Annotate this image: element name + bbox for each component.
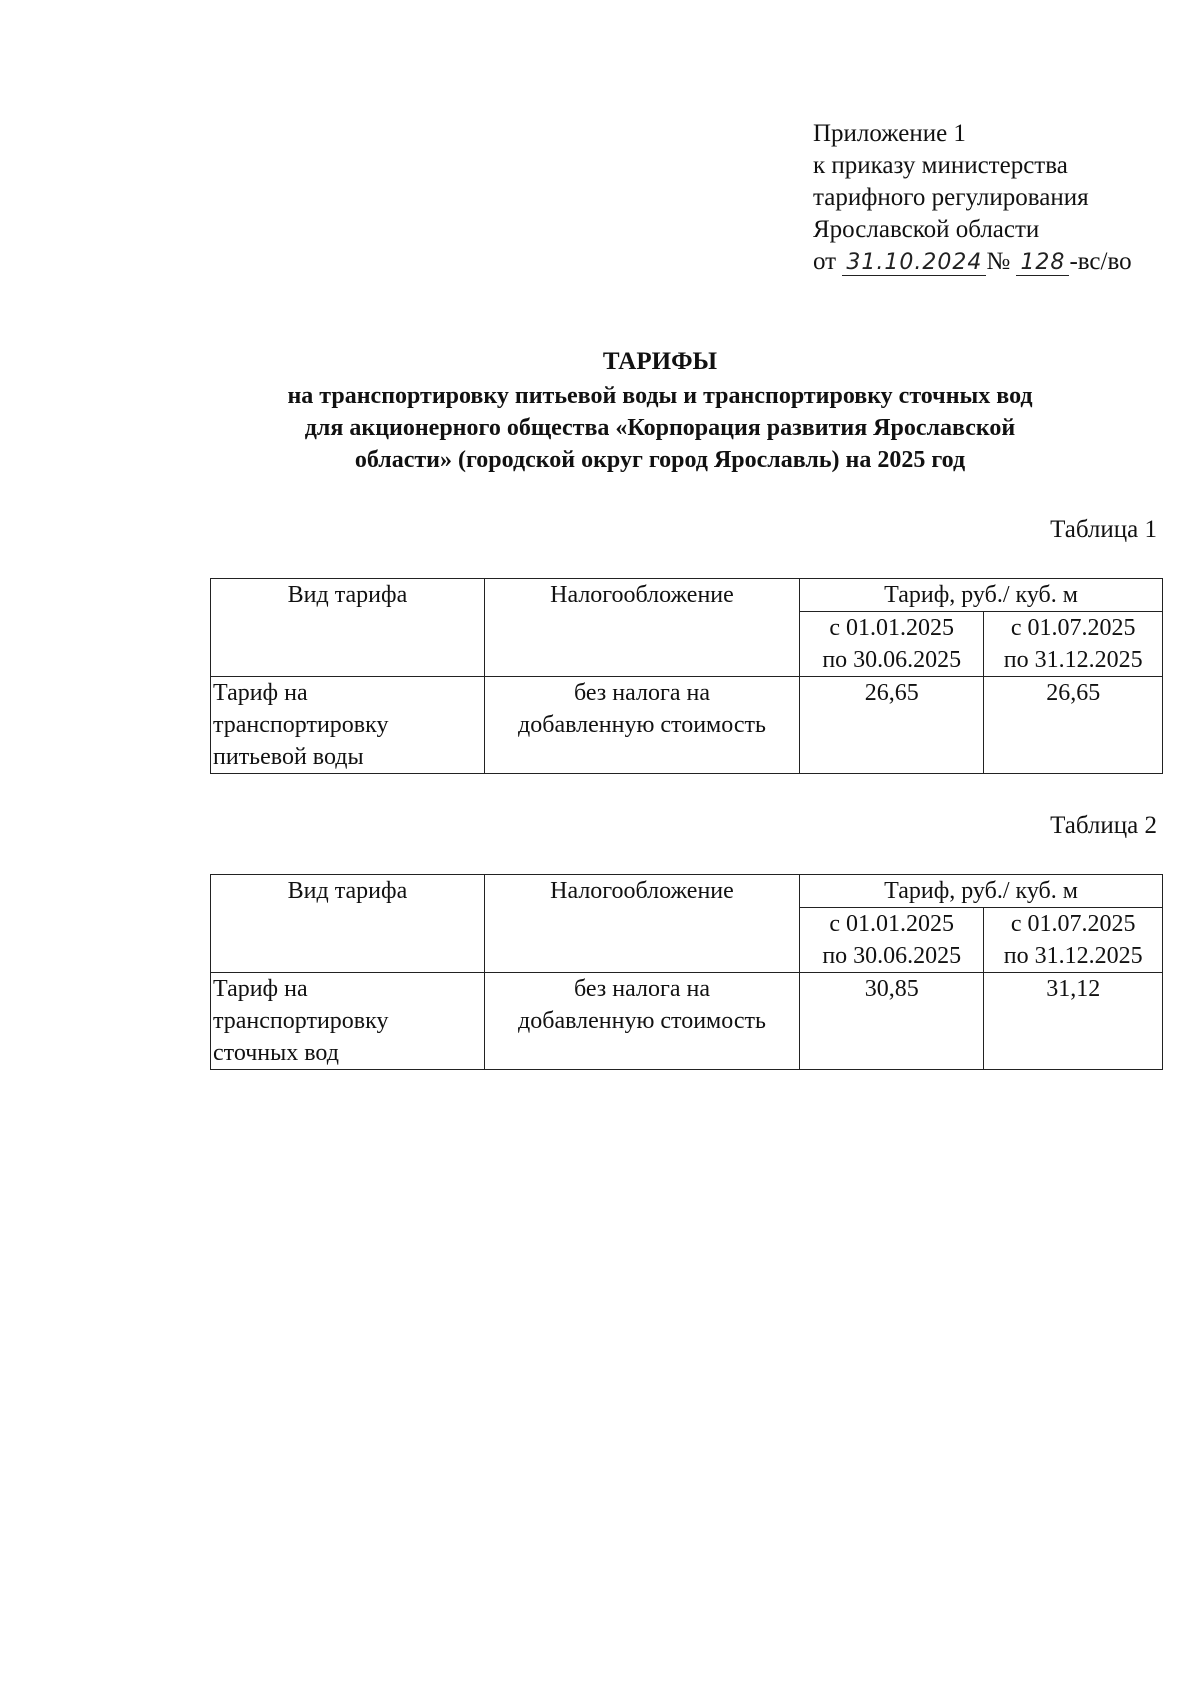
header-period-2 — [984, 908, 1163, 973]
cell-value-period-1: 30,85 — [800, 973, 984, 1070]
tariff-type-line-2: транспортировку — [213, 712, 389, 738]
header-tax: Налогообложение — [484, 579, 799, 677]
period-2-start: с 01.07.2025 — [1010, 615, 1136, 641]
annex-line-2: к приказу министерства — [813, 152, 1068, 179]
title-line-1: на транспортировку питьевой воды и транспортировку сточных вод — [287, 383, 1033, 409]
period-2-end: по 31.12.2025 — [1003, 943, 1143, 969]
period-1-start: с 01.01.2025 — [829, 615, 955, 641]
tariff-type-line-1: Тариф на — [213, 976, 308, 1002]
cell-value-period-2: 26,65 — [984, 677, 1163, 774]
header-tariff: Тариф, руб./ куб. м — [800, 875, 1163, 908]
header-tariff: Тариф, руб./ куб. м — [800, 579, 1163, 612]
annex-line-3: тарифного регулирования — [813, 184, 1089, 211]
taxation-line-2: добавленную стоимость — [518, 712, 766, 738]
period-2-start: с 01.07.2025 — [1010, 911, 1136, 937]
cell-taxation — [484, 677, 799, 774]
document-title — [210, 346, 1110, 476]
annex-line-1: Приложение 1 — [813, 120, 966, 147]
cell-tariff-type — [211, 973, 485, 1070]
annex-order-line — [813, 246, 1132, 279]
header-period-2 — [984, 612, 1163, 677]
period-1-start: с 01.01.2025 — [829, 911, 955, 937]
annex-line-4: Ярославской области — [813, 216, 1040, 243]
taxation-line-1: без налога на — [573, 680, 710, 706]
annex-from-prefix: от — [813, 248, 837, 275]
period-1-end: по 30.06.2025 — [822, 943, 962, 969]
cell-value-period-2: 31,12 — [984, 973, 1163, 1070]
tariff-table-2 — [210, 874, 1163, 1070]
title-line-3: области» (городской округ город Ярославль) на 2025 год — [354, 447, 966, 473]
table-2-caption: Таблица 2 — [1050, 812, 1157, 839]
taxation-line-1: без налога на — [573, 976, 710, 1002]
handwritten-number: 128 — [1016, 250, 1069, 276]
header-type: Вид тарифа — [211, 579, 485, 677]
tariff-table-1 — [210, 578, 1163, 774]
cell-value-period-1: 26,65 — [800, 677, 984, 774]
header-period-1 — [800, 612, 984, 677]
header-tax: Налогообложение — [484, 875, 799, 973]
cell-tariff-type — [211, 677, 485, 774]
tariff-type-line-1: Тариф на — [213, 680, 308, 706]
taxation-line-2: добавленную стоимость — [518, 1008, 766, 1034]
table-header-row — [211, 875, 1163, 908]
number-sign: № — [986, 248, 1011, 275]
header-period-1 — [800, 908, 984, 973]
handwritten-date: 31.10.2024 — [842, 250, 986, 276]
cell-taxation — [484, 973, 799, 1070]
annex-header — [813, 118, 1132, 279]
table-1-caption: Таблица 1 — [1050, 516, 1157, 543]
tariff-type-line-3: питьевой воды — [213, 744, 364, 770]
title-line-2: для акционерного общества «Корпорация развития Ярославской — [304, 415, 1016, 441]
period-2-end: по 31.12.2025 — [1003, 647, 1143, 673]
tariff-type-line-2: транспортировку — [213, 1008, 389, 1034]
header-type: Вид тарифа — [211, 875, 485, 973]
tariff-type-line-3: сточных вод — [213, 1040, 339, 1066]
table-header-row — [211, 579, 1163, 612]
period-1-end: по 30.06.2025 — [822, 647, 962, 673]
table-row — [211, 973, 1163, 1070]
title-main: ТАРИФЫ — [602, 348, 718, 375]
table-row — [211, 677, 1163, 774]
order-suffix: -вс/во — [1069, 248, 1132, 275]
